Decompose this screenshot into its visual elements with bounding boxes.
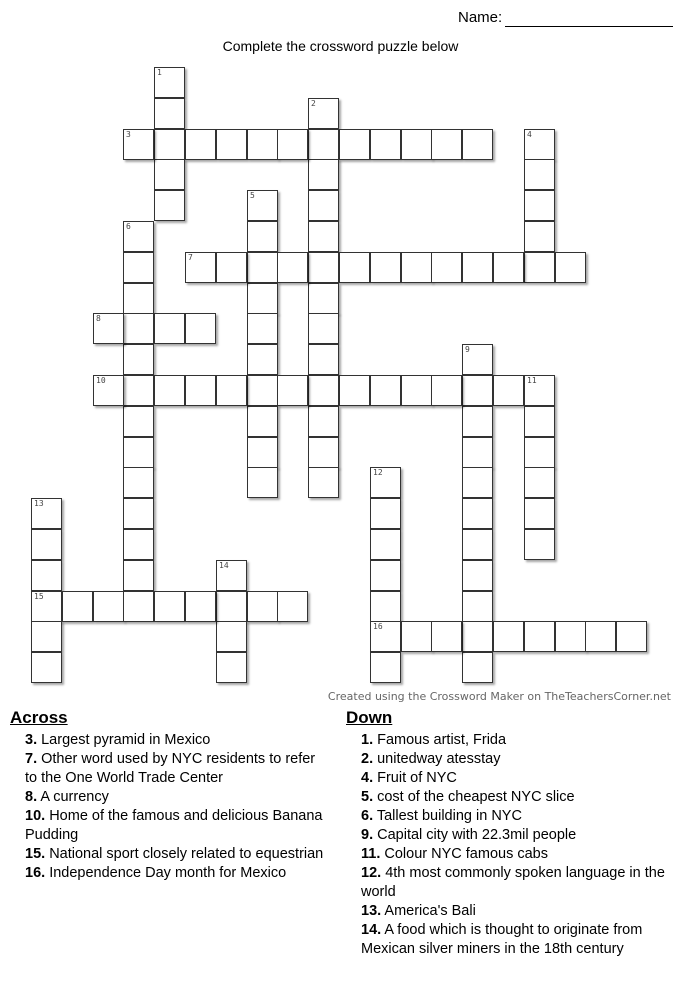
crossword-cell[interactable] — [31, 529, 62, 560]
clue-number-label: 12. — [361, 865, 382, 881]
across-clue — [10, 788, 330, 807]
crossword-cell[interactable] — [154, 591, 185, 622]
clue-text: A food which is thought to originate from Mexican silver miners in the 18th century — [361, 922, 643, 957]
crossword-cell[interactable] — [247, 406, 278, 437]
down-clue — [346, 731, 676, 750]
crossword-cell[interactable] — [154, 67, 185, 98]
crossword-cell[interactable] — [277, 129, 308, 160]
crossword-cell[interactable] — [462, 621, 493, 652]
clue-number: 2 — [311, 99, 316, 108]
clue-text: America's Bali — [381, 903, 476, 919]
crossword-cell[interactable] — [431, 621, 462, 652]
crossword-cell[interactable] — [185, 252, 216, 283]
crossword-cell[interactable] — [123, 129, 154, 160]
crossword-cell[interactable] — [462, 560, 493, 591]
crossword-cell[interactable] — [93, 313, 124, 344]
clue-text: Tallest building in NYC — [373, 808, 522, 824]
crossword-cell[interactable] — [123, 560, 154, 591]
crossword-cell[interactable] — [123, 221, 154, 252]
crossword-cell[interactable] — [154, 98, 185, 129]
clue-number: 10 — [96, 376, 106, 385]
crossword-cell[interactable] — [123, 406, 154, 437]
name-label: Name: — [458, 9, 503, 26]
crossword-cell[interactable] — [462, 129, 493, 160]
clue-number-label: 16. — [25, 865, 46, 881]
clue-number: 13 — [34, 499, 44, 508]
crossword-cell[interactable] — [123, 591, 154, 622]
crossword-cell[interactable] — [216, 652, 247, 683]
crossword-cell[interactable] — [216, 591, 247, 622]
crossword-cell[interactable] — [185, 375, 216, 406]
crossword-cell[interactable] — [524, 190, 555, 221]
crossword-cell[interactable] — [493, 621, 524, 652]
crossword-cell[interactable] — [123, 252, 154, 283]
crossword-cell[interactable] — [585, 621, 616, 652]
crossword-cell[interactable] — [370, 129, 401, 160]
crossword-cell[interactable] — [247, 190, 278, 221]
crossword-cell[interactable] — [370, 591, 401, 622]
clue-text: Colour NYC famous cabs — [380, 846, 548, 862]
crossword-cell[interactable] — [185, 591, 216, 622]
down-clue — [346, 769, 676, 788]
clue-number: 15 — [34, 592, 44, 601]
across-clue — [10, 731, 330, 750]
clue-number: 1 — [157, 68, 162, 77]
crossword-cell[interactable] — [216, 560, 247, 591]
clue-text: Independence Day month for Mexico — [45, 865, 287, 881]
clue-number: 9 — [465, 345, 470, 354]
crossword-cell[interactable] — [308, 344, 339, 375]
clue-number-label: 9. — [361, 827, 374, 843]
clue-number-label: 11. — [361, 846, 381, 862]
crossword-cell[interactable] — [308, 375, 339, 406]
down-clue — [346, 788, 676, 807]
down-clue — [346, 864, 676, 902]
down-clue — [346, 921, 676, 959]
clue-number: 12 — [373, 468, 383, 477]
clue-number-label: 7. — [25, 751, 38, 767]
crossword-cell[interactable] — [524, 437, 555, 468]
clue-text: cost of the cheapest NYC slice — [373, 789, 575, 805]
crossword-cell[interactable] — [93, 591, 124, 622]
crossword-cell[interactable] — [247, 467, 278, 498]
crossword-cell[interactable] — [524, 221, 555, 252]
clue-number-label: 10. — [25, 808, 46, 824]
crossword-cell[interactable] — [216, 129, 247, 160]
crossword-cell[interactable] — [247, 591, 278, 622]
crossword-cell[interactable] — [308, 159, 339, 190]
crossword-cell[interactable] — [31, 498, 62, 529]
clue-number-label: 3. — [25, 732, 38, 748]
crossword-cell[interactable] — [462, 529, 493, 560]
crossword-cell[interactable] — [524, 467, 555, 498]
across-clues — [10, 708, 330, 883]
crossword-cell[interactable] — [31, 591, 62, 622]
down-heading: Down — [346, 708, 393, 727]
across-clue — [10, 845, 330, 864]
clue-number: 8 — [96, 314, 101, 323]
crossword-cell[interactable] — [524, 129, 555, 160]
clue-number-label: 6. — [361, 808, 374, 824]
crossword-cell[interactable] — [277, 591, 308, 622]
crossword-cell[interactable] — [123, 529, 154, 560]
down-clue-list — [346, 731, 676, 959]
crossword-cell[interactable] — [154, 313, 185, 344]
crossword-cell[interactable] — [277, 252, 308, 283]
crossword-cell[interactable] — [524, 375, 555, 406]
crossword-cell[interactable] — [123, 498, 154, 529]
crossword-cell[interactable] — [216, 252, 247, 283]
crossword-cell[interactable] — [123, 313, 154, 344]
crossword-cell[interactable] — [462, 437, 493, 468]
crossword-cell[interactable] — [462, 467, 493, 498]
down-clue — [346, 750, 676, 769]
across-clue — [10, 864, 330, 883]
crossword-cell[interactable] — [524, 529, 555, 560]
crossword-cell[interactable] — [401, 621, 432, 652]
crossword-cell[interactable] — [370, 375, 401, 406]
crossword-cell[interactable] — [401, 129, 432, 160]
crossword-cell[interactable] — [493, 252, 524, 283]
clue-text: National sport closely related to equestrian — [45, 846, 324, 862]
clue-text: Famous artist, Frida — [373, 732, 507, 748]
clue-number: 16 — [373, 622, 383, 631]
crossword-cell[interactable] — [462, 252, 493, 283]
clue-number-label: 15. — [25, 846, 46, 862]
crossword-cell[interactable] — [339, 252, 370, 283]
crossword-cell[interactable] — [154, 190, 185, 221]
crossword-cell[interactable] — [401, 375, 432, 406]
crossword-cell[interactable] — [247, 375, 278, 406]
instructions: Complete the crossword puzzle below — [222, 38, 459, 54]
crossword-cell[interactable] — [370, 560, 401, 591]
crossword-cell[interactable] — [154, 129, 185, 160]
clue-text: Other word used by NYC residents to refer to the One World Trade Center — [25, 751, 316, 786]
crossword-cell[interactable] — [616, 621, 647, 652]
clue-number-label: 1. — [361, 732, 374, 748]
clue-number-label: 8. — [25, 789, 38, 805]
crossword-cell[interactable] — [154, 159, 185, 190]
crossword-cell[interactable] — [185, 129, 216, 160]
crossword-cell[interactable] — [62, 591, 93, 622]
clue-number: 6 — [126, 222, 131, 231]
crossword-cell[interactable] — [462, 344, 493, 375]
clue-number: 14 — [219, 561, 229, 570]
crossword-cell[interactable] — [370, 498, 401, 529]
crossword-cell[interactable] — [247, 129, 278, 160]
crossword-cell[interactable] — [370, 529, 401, 560]
crossword-cell[interactable] — [308, 437, 339, 468]
clue-text: A currency — [37, 789, 109, 805]
crossword-cell[interactable] — [401, 252, 432, 283]
crossword-cell[interactable] — [524, 498, 555, 529]
crossword-cell[interactable] — [462, 652, 493, 683]
crossword-cell[interactable] — [431, 375, 462, 406]
down-clues — [346, 708, 676, 959]
across-clue — [10, 807, 330, 845]
across-clue — [10, 750, 330, 788]
clue-text: Largest pyramid in Mexico — [37, 732, 211, 748]
crossword-cell[interactable] — [462, 406, 493, 437]
crossword-cell[interactable] — [123, 375, 154, 406]
crossword-cell[interactable] — [524, 159, 555, 190]
crossword-cell[interactable] — [185, 313, 216, 344]
crossword-cell[interactable] — [123, 437, 154, 468]
crossword-cell[interactable] — [308, 252, 339, 283]
clue-number-label: 14. — [361, 922, 382, 938]
crossword-cell[interactable] — [247, 252, 278, 283]
clue-number-label: 13. — [361, 903, 382, 919]
crossword-cell[interactable] — [462, 498, 493, 529]
crossword-cell[interactable] — [493, 375, 524, 406]
crossword-cell[interactable] — [154, 375, 185, 406]
crossword-cell[interactable] — [431, 129, 462, 160]
crossword-cell[interactable] — [370, 652, 401, 683]
crossword-cell[interactable] — [31, 652, 62, 683]
crossword-cell[interactable] — [31, 560, 62, 591]
crossword-cell[interactable] — [339, 129, 370, 160]
clue-number: 7 — [188, 253, 193, 262]
crossword-cell[interactable] — [93, 375, 124, 406]
clue-text: unitedway atesstay — [373, 751, 501, 767]
clue-text: 4th most commonly spoken language in the world — [361, 865, 665, 900]
crossword-cell[interactable] — [308, 221, 339, 252]
crossword-cell[interactable] — [277, 375, 308, 406]
clue-number: 4 — [527, 130, 532, 139]
crossword-cell[interactable] — [370, 467, 401, 498]
down-clue — [346, 807, 676, 826]
clue-text: Home of the famous and delicious Banana Pudding — [25, 808, 323, 843]
crossword-cell[interactable] — [216, 375, 247, 406]
credit-text: Created using the Crossword Maker on TheTeachersCorner.net — [327, 690, 671, 703]
crossword-cell[interactable] — [308, 190, 339, 221]
crossword-cell[interactable] — [308, 283, 339, 314]
crossword-cell[interactable] — [247, 283, 278, 314]
crossword-cell[interactable] — [308, 313, 339, 344]
crossword-cell[interactable] — [524, 621, 555, 652]
crossword-cell[interactable] — [555, 252, 586, 283]
crossword-cell[interactable] — [123, 344, 154, 375]
clue-number: 11 — [527, 376, 537, 385]
crossword-cell[interactable] — [462, 591, 493, 622]
crossword-cell[interactable] — [308, 129, 339, 160]
crossword-cell[interactable] — [247, 437, 278, 468]
crossword-cell[interactable] — [123, 283, 154, 314]
across-heading: Across — [10, 708, 68, 727]
clue-number: 5 — [250, 191, 255, 200]
crossword-cell[interactable] — [247, 313, 278, 344]
clue-number-label: 5. — [361, 789, 374, 805]
crossword-cell[interactable] — [216, 621, 247, 652]
crossword-cell[interactable] — [524, 406, 555, 437]
crossword-cell[interactable] — [308, 98, 339, 129]
clue-number: 3 — [126, 130, 131, 139]
crossword-cell[interactable] — [308, 406, 339, 437]
crossword-cell[interactable] — [370, 252, 401, 283]
clue-number-label: 4. — [361, 770, 374, 786]
down-clue — [346, 826, 676, 845]
crossword-cell[interactable] — [308, 467, 339, 498]
crossword-cell[interactable] — [247, 344, 278, 375]
down-clue — [346, 845, 676, 864]
crossword-cell[interactable] — [431, 252, 462, 283]
crossword-cell[interactable] — [247, 221, 278, 252]
crossword-cell[interactable] — [339, 375, 370, 406]
clue-number-label: 2. — [361, 751, 374, 767]
crossword-cell[interactable] — [123, 467, 154, 498]
clue-text: Fruit of NYC — [373, 770, 457, 786]
crossword-cell[interactable] — [462, 375, 493, 406]
down-clue — [346, 902, 676, 921]
crossword-cell[interactable] — [555, 621, 586, 652]
across-clue-list — [10, 731, 330, 883]
clue-text: Capital city with 22.3mil people — [373, 827, 577, 843]
crossword-cell[interactable] — [370, 621, 401, 652]
crossword-cell[interactable] — [524, 252, 555, 283]
crossword-cell[interactable] — [31, 621, 62, 652]
